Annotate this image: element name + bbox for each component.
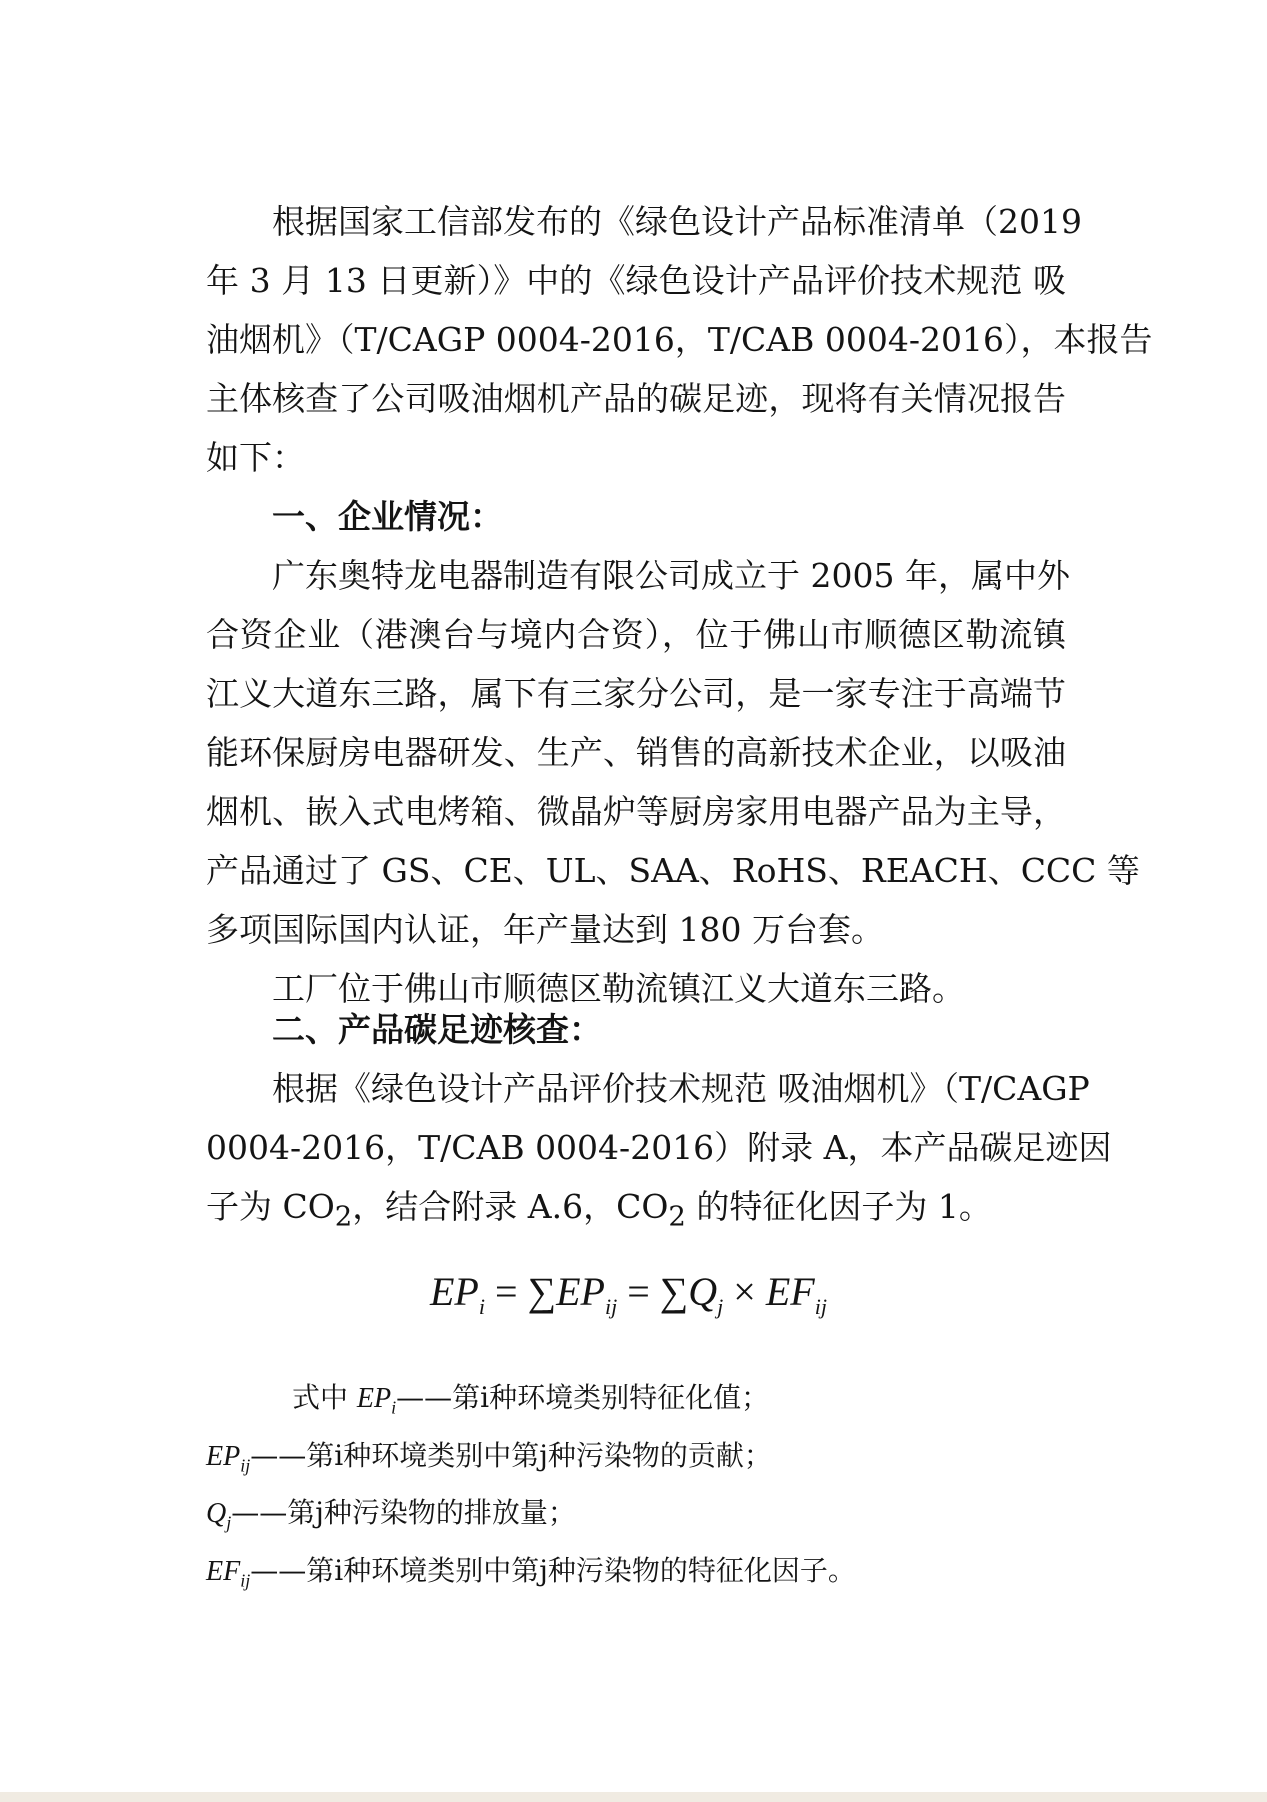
definition-ef-ij: $EF_{ij}——$第i种环境类别中第j种污染物的特征化因子。 — [206, 1553, 856, 1591]
section1-line-2: 合资企业（港澳台与境内合资），位于佛山市顺德区勒流镇 — [206, 615, 1066, 654]
section1 — [206, 487, 1140, 1018]
intro-line-2: 年 3 月 13 日更新）》中的《绿色设计产品评价技术规范 吸 — [206, 261, 1066, 300]
page-bottom-edge — [0, 1792, 1267, 1802]
section2 — [206, 1000, 1112, 1247]
section2-line-3: 子为 $CO_2$，结合附录 A.6，$CO_2$ 的特征化因子为 1。 — [206, 1187, 992, 1233]
section1-line-6: 产品通过了 GS、CE、UL、SAA、RoHS、REACH、CCC 等 — [206, 851, 1140, 890]
intro-line-5: 如下： — [206, 438, 305, 477]
formula-definitions — [206, 1374, 856, 1604]
definition-ep-ij: $EP_{ij}——$第i种环境类别中第j种污染物的贡献； — [206, 1438, 772, 1476]
section2-line-2: 0004-2016，T/CAB 0004-2016）附录 A，本产品碳足迹因 — [206, 1128, 1112, 1167]
section1-line-4: 能环保厨房电器研发、生产、销售的高新技术企业，以吸油 — [206, 733, 1066, 772]
section2-heading: 二、产品碳足迹核查： — [272, 1010, 602, 1049]
definition-ep-i: 式中 $EP_i——$第i种环境类别特征化值； — [292, 1381, 770, 1418]
section2-line-1: 根据《绿色设计产品评价技术规范 吸油烟机》（T/CAGP — [272, 1069, 1090, 1108]
factory-location: 工厂位于佛山市顺德区勒流镇江义大道东三路。 — [272, 969, 965, 1008]
intro-line-1: 根据国家工信部发布的《绿色设计产品标准清单（2019 — [272, 202, 1082, 241]
definition-q-j: $Q_j——$第j种污染物的排放量； — [206, 1496, 576, 1533]
intro-paragraph — [206, 192, 1153, 487]
section1-heading: 一、企业情况： — [272, 497, 503, 536]
section1-line-3: 江义大道东三路，属下有三家分公司，是一家专注于高端节 — [206, 674, 1066, 713]
section1-line-5: 烟机、嵌入式电烤箱、微晶炉等厨房家用电器产品为主导， — [206, 792, 1066, 831]
section1-line-7: 多项国际国内认证，年产量达到 180 万台套。 — [206, 910, 884, 949]
characterization-formula: $EP_i = \sum EP_{ij} = \sum Q_j \times EF_{ij}$ — [430, 1269, 827, 1319]
intro-line-3: 油烟机》（T/CAGP 0004-2016，T/CAB 0004-2016），本报告 — [206, 320, 1153, 359]
section1-line-1: 广东奥特龙电器制造有限公司成立于 2005 年，属中外 — [272, 556, 1070, 595]
intro-line-4: 主体核查了公司吸油烟机产品的碳足迹，现将有关情况报告 — [206, 379, 1066, 418]
